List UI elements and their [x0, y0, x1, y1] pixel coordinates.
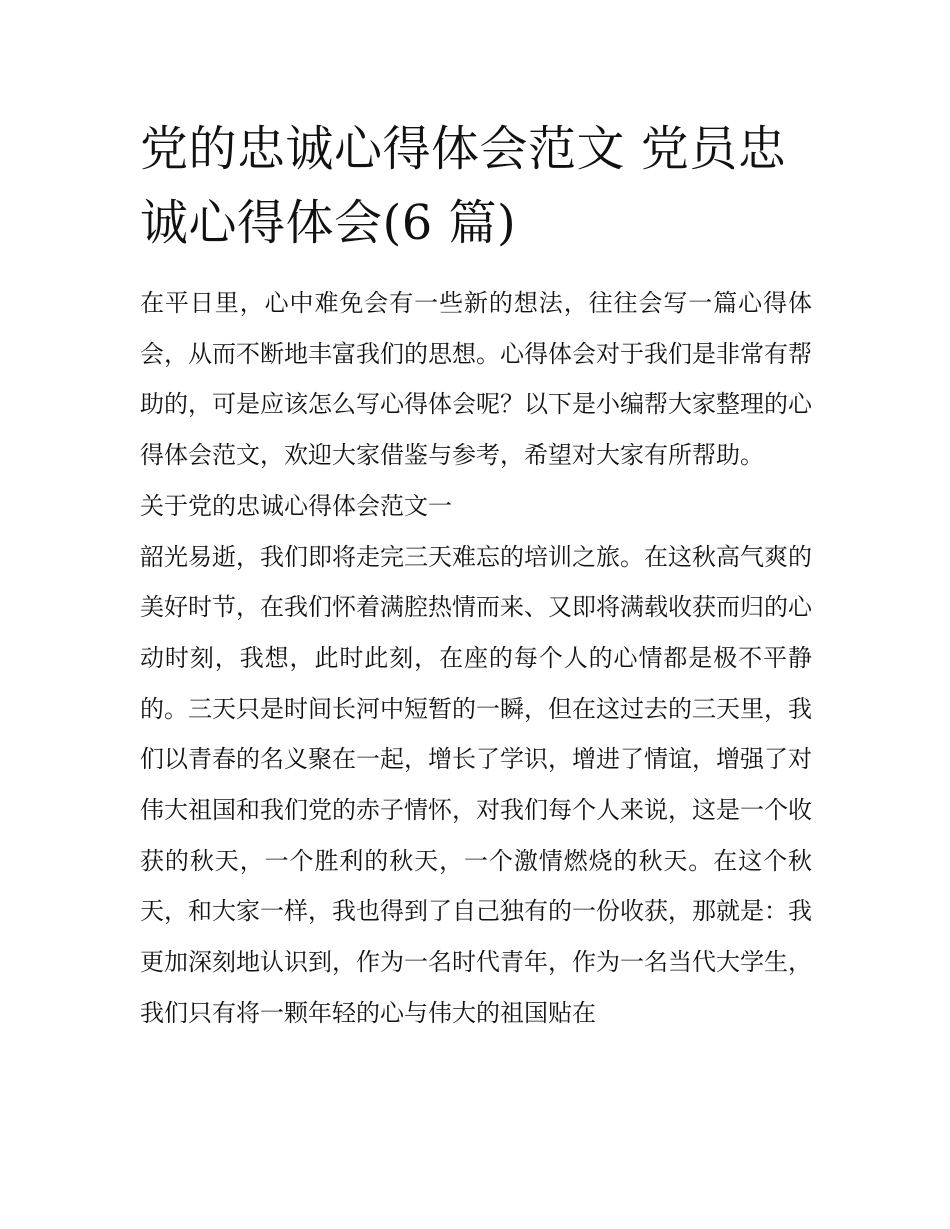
intro-paragraph: 在平日里，心中难免会有一些新的想法，往往会写一篇心得体会，从而不断地丰富我们的思想。心得体会对于我们是非常有帮助的，可是应该怎么写心得体会呢？以下是小编帮大家整理的心得体会范文，欢迎大家借鉴与参考，希望对大家有所帮助。	[140, 289, 812, 470]
section-body-paragraph: 韶光易逝，我们即将走完三天难忘的培训之旅。在这秋高气爽的美好时节，在我们怀着满腔热情而来、又即将满载收获而归的心动时刻，我想，此时此刻，在座的每个人的心情都是极不平静的。三天只是时间长河中短暂的一瞬，但在这过去的三天里，我们以青春的名义聚在一起，增长了学识，增进了情谊，增强了对伟大祖国和我们党的赤子情怀，对我们每个人来说，这是一个收获的秋天，一个胜利的秋天，一个激情燃烧的秋天。在这个秋天，和大家一样，我也得到了自己独有的一份收获，那就是：我更加深刻地认识到，作为一名时代青年，作为一名当代大学生，我们只有将一颗年轻的心与伟大的祖国贴在	[140, 542, 812, 1027]
section-heading: 关于党的忠诚心得体会范文一	[140, 491, 452, 520]
document-content	[140, 112, 812, 1039]
document-title: 党的忠诚心得体会范文 党员忠诚心得体会(6 篇)	[140, 121, 787, 251]
document-body	[140, 278, 812, 1039]
